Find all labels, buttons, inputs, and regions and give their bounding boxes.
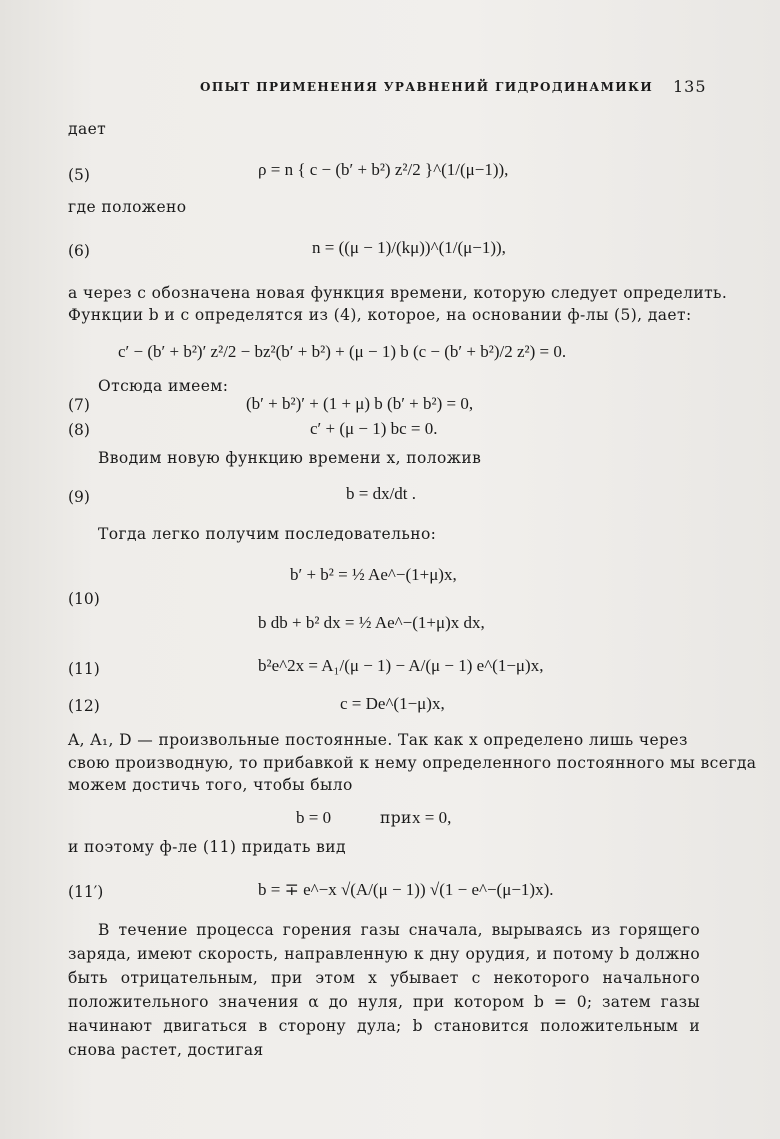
equation-text: b′ + b² = ½ Ae^−(1+μ)x, (290, 565, 457, 584)
equation-text: c = De^(1−μ)x, (340, 694, 445, 713)
equation-text: (b′ + b²)′ + (1 + μ) b (b′ + b²) = 0, (246, 394, 474, 413)
equation-text: b = ∓ e^−x √(A/(μ − 1)) √(1 − e^−(μ−1)x). (258, 880, 554, 899)
text-line: A, A₁, D — произвольные постоянные. Так как x определено лишь через (68, 731, 688, 749)
equation-number: (10) (68, 590, 100, 608)
equation-number: (6) (68, 242, 90, 260)
equation-text: ρ = n { c − (b′ + b²) z²/2 }^(1/(μ−1)), (258, 160, 509, 179)
text-line: где положено (68, 198, 187, 216)
condition-right: x = 0, (412, 808, 452, 827)
text-line: Тогда легко получим последовательно: (98, 525, 437, 543)
equation-text: b = dx/dt . (346, 484, 417, 503)
equation-number: (5) (68, 166, 90, 184)
text-line: Вводим новую функцию времени x, положив (98, 449, 482, 467)
page-number: 135 (673, 77, 707, 96)
equation-10b (258, 613, 485, 633)
text-line: Функции b и c определятся из (4), которое, на основании ф-лы (5), дает: (68, 306, 692, 324)
equation-number: (12) (68, 697, 100, 715)
equation-11 (258, 656, 543, 676)
equation-5 (258, 160, 508, 180)
text-line: Отсюда имеем: (98, 377, 229, 395)
text-line: дает (68, 120, 107, 138)
equation-9 (346, 484, 416, 504)
equation-number: (11′) (68, 883, 104, 901)
equation-text: c′ − (b′ + b²)′ z²/2 − bz²(b′ + b²) + (μ − 1) b (c − (b′ + b²)/2 z²) = 0. (118, 342, 567, 361)
text-line: и поэтому ф-ле (11) придать вид (68, 838, 346, 856)
condition-left: b = 0 (296, 808, 332, 827)
text-line: можем достичь того, чтобы было (68, 776, 353, 794)
equation-text: b²e^2x = A₁/(μ − 1) − A/(μ − 1) e^(1−μ)x, (258, 656, 544, 675)
running-title: ОПЫТ ПРИМЕНЕНИЯ УРАВНЕНИЙ ГИДРОДИНАМИКИ (200, 80, 654, 94)
equation-number: (11) (68, 660, 100, 678)
equation-6 (312, 238, 506, 258)
text-line: свою производную, то прибавкой к нему определенного постоянного мы всегда (68, 754, 757, 772)
equation-text: c′ + (μ − 1) bc = 0. (310, 419, 438, 438)
equation-number: (9) (68, 488, 90, 506)
equation-unnumbered (118, 342, 566, 362)
equation-8 (310, 419, 438, 439)
condition-word: при (380, 809, 412, 827)
equation-10a (290, 565, 457, 585)
equation-12 (340, 694, 445, 714)
equation-text: b db + b² dx = ½ Ae^−(1+μ)x dx, (258, 613, 485, 632)
equation-number: (8) (68, 421, 90, 439)
equation-7 (246, 394, 473, 414)
equation-text: n = ((μ − 1)/(kμ))^(1/(μ−1)), (312, 238, 506, 257)
equation-11-prime (258, 880, 554, 900)
text-line: а через c обозначена новая функция времени, которую следует определить. (68, 284, 728, 302)
paragraph: В течение процесса горения газы сначала, вырываясь из горящего заряда, имеют скорость, направленную к дну орудия, и потому b должно быть отрицательным, при этом x убывает с некоторого начального положительного значения α до нуля, при котором b = 0; затем газы начинают двигаться в сторону дула; b становится положительным и снова растет, достигая (68, 921, 700, 1059)
equation-number: (7) (68, 396, 90, 414)
